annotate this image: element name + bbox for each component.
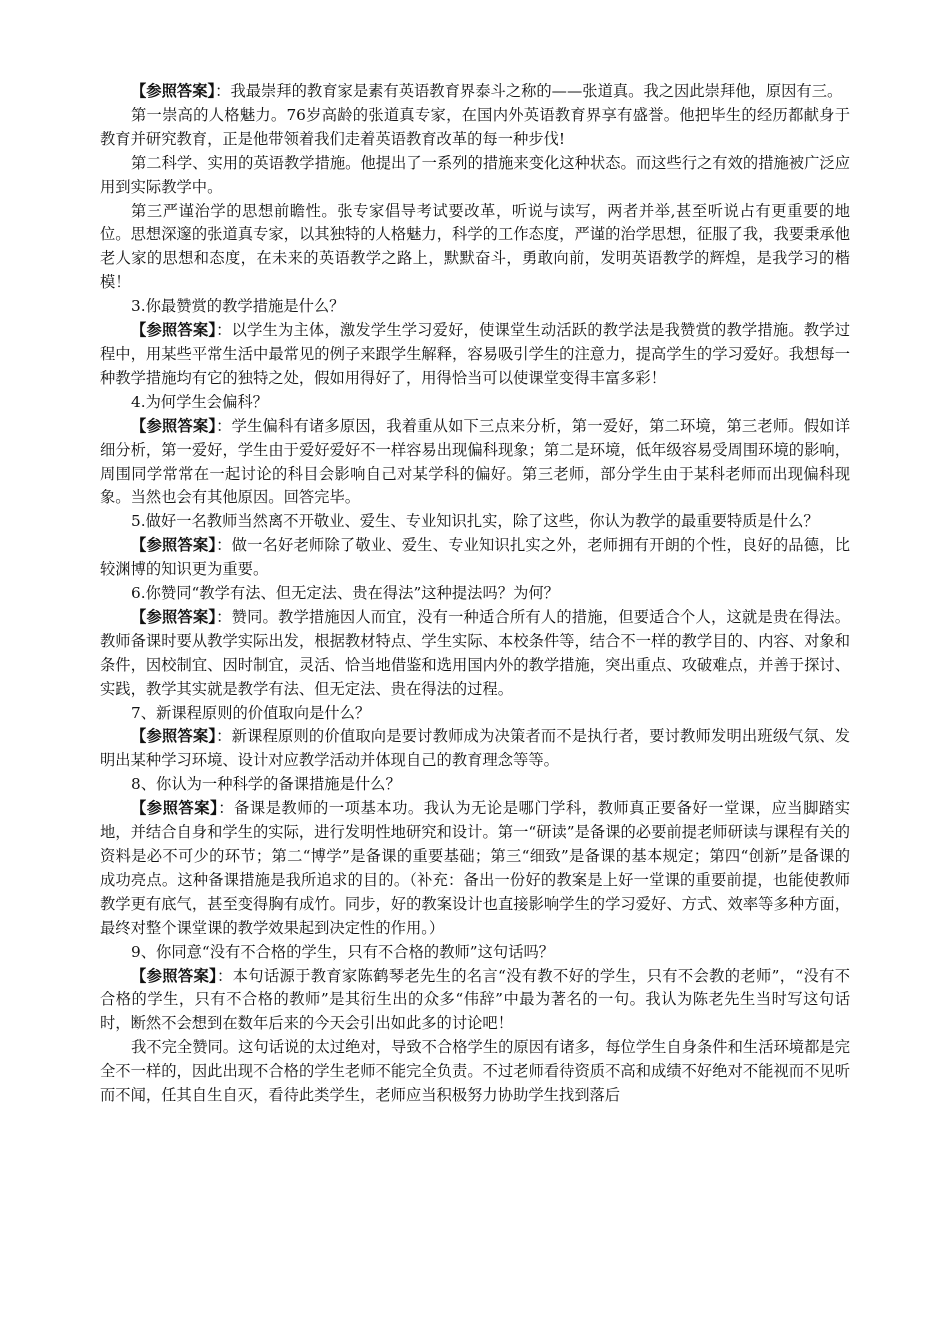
text-paragraph: [100, 1036, 850, 1108]
paragraph-text: ：做一名好老师除了敬业、爱生、专业知识扎实之外，老师拥有开朗的个性，良好的品德，比较渊博的知识更为重要。: [100, 536, 850, 579]
answer-paragraph: [100, 965, 850, 1037]
text-paragraph: [100, 941, 850, 965]
paragraph-text: 5.做好一名教师当然离不开敬业、爱生、专业知识扎实，除了这些，你认为教学的最重要特质是什么？: [131, 512, 819, 531]
answer-label: 【参照答案】: [131, 416, 217, 435]
text-paragraph: [100, 391, 850, 415]
paragraph-text: 7、新课程原则的价值取向是什么？: [131, 703, 371, 722]
paragraph-text: 8、你认为一种科学的备课措施是什么？: [131, 775, 401, 794]
paragraph-text: 第三严谨治学的思想前瞻性。张专家倡导考试要改革，听说与读写，两者并举,甚至听说占有更重要的地位。思想深邃的张道真专家，以其独特的人格魅力，科学的工作态度，严谨的治学思想，征服了我，我要秉承他老人家的思想和态度，在未来的英语教学之路上，默默奋斗，勇敢向前，发明英语教学的辉煌，是我学习的楷模！: [100, 201, 850, 292]
paragraph-text: 第一崇高的人格魅力。76岁高龄的张道真专家，在国内外英语教育界享有盛誉。他把毕生的经历都献身于教育并研究教育，正是他带领着我们走着英语教育改革的每一种步伐!: [100, 105, 850, 148]
answer-paragraph: [100, 415, 850, 511]
text-paragraph: [100, 510, 850, 534]
answer-label: 【参照答案】: [131, 536, 217, 555]
paragraph-text: 3.你最赞赏的教学措施是什么？: [131, 297, 345, 316]
answer-paragraph: [100, 797, 850, 940]
paragraph-text: ：本句话源于教育家陈鹤琴老先生的名言“没有教不好的学生，只有不会教的老师”，“没有不合格的学生，只有不合格的教师”是其衍生出的众多“伟辞”中最为著名的一句。我认为陈老先生当时写这句话时，断然不会想到在数年后来的今天会引出如此多的讨论吧！: [100, 966, 850, 1033]
paragraph-text: 我不完全赞同。这句话说的太过绝对，导致不合格学生的原因有诸多，每位学生自身条件和生活环境都是完全不一样的，因此出现不合格的学生老师不能完全负责。不过老师看待资质不高和成绩不好绝对不能视而不见听而不闻，任其自生自灭，看待此类学生，老师应当积极努力协助学生找到落后: [100, 1038, 850, 1105]
paragraph-text: ：我最崇拜的教育家是素有英语教育界泰斗之称的——张道真。我之因此崇拜他，原因有三。: [215, 82, 843, 100]
answer-label: 【参照答案】: [131, 799, 219, 818]
text-paragraph: [100, 295, 850, 319]
text-paragraph: [100, 104, 850, 152]
text-paragraph: [100, 152, 850, 200]
paragraph-text: 第二科学、实用的英语教学措施。他提出了一系列的措施来变化这种状态。而这些行之有效的措施被广泛应用到实际教学中。: [100, 153, 850, 196]
paragraph-text: ：备课是教师的一项基本功。我认为无论是哪门学科，教师真正要备好一堂课，应当脚踏实地，并结合自身和学生的实际，进行发明性地研究和设计。第一“研读”是备课的必要前提老师研读与课程有关的资料是必不可少的环节；第二“博学”是备课的重要基础；第三“细致”是备课的基本规定；第四“创新”是备课的成功亮点。这种备课措施是我所追求的目的。（补充：备出一份好的教案是上好一堂课的重要前提，也能使教师教学更有底气，甚至变得胸有成竹。同步，好的教案设计也直接影响学生的学习爱好、方式、效率等多种方面，最终对整个课堂课的教学效果起到决定性的作用。）: [100, 799, 850, 937]
text-paragraph: [100, 773, 850, 797]
paragraph-text: 6.你赞同“教学有法、但无定法、贵在得法”这种提法吗？为何？: [131, 584, 559, 603]
answer-label: 【参照答案】: [131, 966, 218, 985]
paragraph-text: ：赞同。教学措施因人而宜，没有一种适合所有人的措施，但要适合个人，这就是贵在得法。教师备课时要从教学实际出发，根据教材特点、学生实际、本校条件等，结合不一样的教学目的、内容、对象和条件，因校制宜、因时制宜，灵活、恰当地借鉴和选用国内外的教学措施，突出重点、攻破难点，并善于探讨、实践，教学其实就是教学有法、但无定法、贵在得法的过程。: [100, 607, 850, 698]
answer-label: 【参照答案】: [131, 82, 216, 100]
text-paragraph: [100, 200, 850, 296]
paragraph-text: ：新课程原则的价值取向是要讨教师成为决策者而不是执行者，要讨教师发明出班级气氛、发明出某种学习环境、设计对应教学活动并体现自己的教育理念等等。: [100, 727, 850, 770]
paragraph-text: ：学生偏科有诸多原因，我着重从如下三点来分析，第一爱好，第二环境，第三老师。假如详细分析，第一爱好，学生由于爱好爱好不一样容易出现偏科现象；第二是环境，低年级容易受周围环境的影响，周围同学常常在一起讨论的科目会影响自己对某学科的偏好。第三老师，部分学生由于某科老师而出现偏科现象。当然也会有其他原因。回答完毕。: [100, 416, 850, 507]
paragraph-text: 9、你同意“没有不合格的学生，只有不合格的教师”这句话吗？: [131, 942, 555, 961]
answer-paragraph: [100, 80, 850, 104]
text-paragraph: [100, 582, 850, 606]
document-body: [100, 80, 850, 1108]
paragraph-text: 4.为何学生会偏科？: [131, 392, 268, 411]
answer-paragraph: [100, 725, 850, 773]
answer-paragraph: [100, 534, 850, 582]
answer-paragraph: [100, 606, 850, 702]
text-paragraph: [100, 702, 850, 726]
answer-label: 【参照答案】: [131, 607, 217, 626]
answer-label: 【参照答案】: [131, 321, 217, 340]
answer-label: 【参照答案】: [131, 727, 217, 746]
answer-paragraph: [100, 319, 850, 391]
paragraph-text: ：以学生为主体，激发学生学习爱好，使课堂生动活跃的教学法是我赞赏的教学措施。教学过程中，用某些平常生活中最常见的例子来跟学生解释，容易吸引学生的注意力，提高学生的学习爱好。我想每一种教学措施均有它的独特之处，假如用得好了，用得恰当可以使课堂变得丰富多彩！: [100, 321, 850, 387]
